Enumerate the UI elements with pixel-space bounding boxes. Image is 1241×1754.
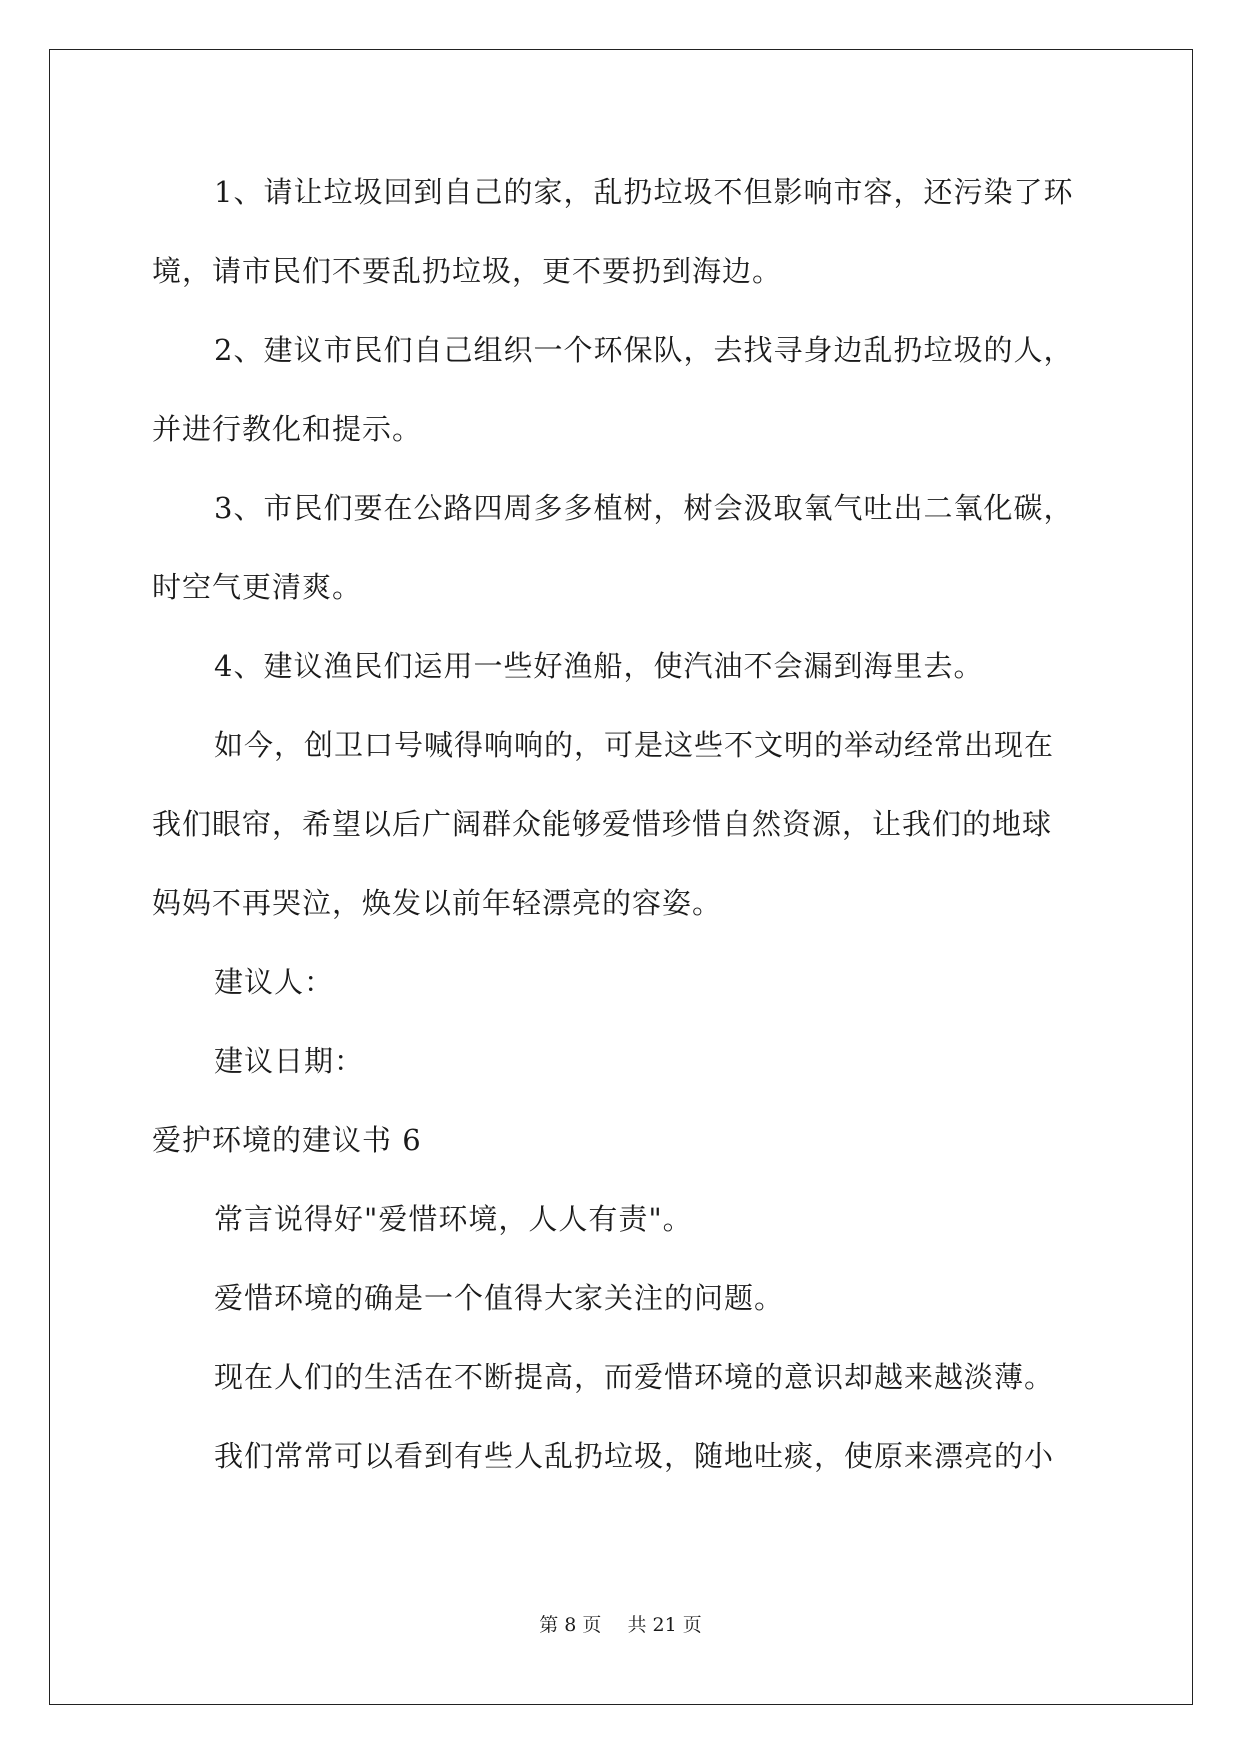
page-total: 共 21 页 — [627, 1614, 702, 1636]
paragraph-line: 现在人们的生活在不断提高，而爱惜环境的意识却越来越淡薄。 — [214, 1360, 1055, 1394]
paragraph-line: 3、市民们要在公路四周多多植树，树会汲取氧气吐出二氧化碳， — [214, 491, 1074, 525]
paragraph-line: 1、请让垃圾回到自己的家，乱扔垃圾不但影响市容，还污染了环 — [214, 175, 1074, 209]
paragraph-line: 我们常常可以看到有些人乱扔垃圾，随地吐痰，使原来漂亮的小 — [214, 1439, 1055, 1473]
paragraph-line: 4、建议渔民们运用一些好渔船，使汽油不会漏到海里去。 — [214, 649, 984, 683]
date-label: 建议日期： — [214, 1044, 365, 1078]
paragraph-line: 境，请市民们不要乱扔垃圾，更不要扔到海边。 — [152, 254, 783, 288]
paragraph-line: 常言说得好"爱惜环境，人人有责"。 — [214, 1202, 693, 1236]
page-number: 第 8 页 — [539, 1614, 602, 1636]
paragraph-line: 爱惜环境的确是一个值得大家关注的问题。 — [214, 1281, 785, 1315]
paragraph-line: 我们眼帘，希望以后广阔群众能够爱惜珍惜自然资源，让我们的地球 — [152, 807, 1053, 841]
signer-label: 建议人： — [214, 965, 335, 999]
paragraph-line: 妈妈不再哭泣，焕发以前年轻漂亮的容姿。 — [152, 886, 723, 920]
page-footer — [0, 1613, 1241, 1637]
section-title: 爱护环境的建议书 6 — [152, 1123, 422, 1157]
paragraph-line: 2、建议市民们自己组织一个环保队，去找寻身边乱扔垃圾的人， — [214, 333, 1074, 367]
paragraph-line: 并进行教化和提示。 — [152, 412, 423, 446]
paragraph-line: 如今，创卫口号喊得响响的，可是这些不文明的举动经常出现在 — [214, 728, 1055, 762]
paragraph-line: 时空气更清爽。 — [152, 570, 363, 604]
